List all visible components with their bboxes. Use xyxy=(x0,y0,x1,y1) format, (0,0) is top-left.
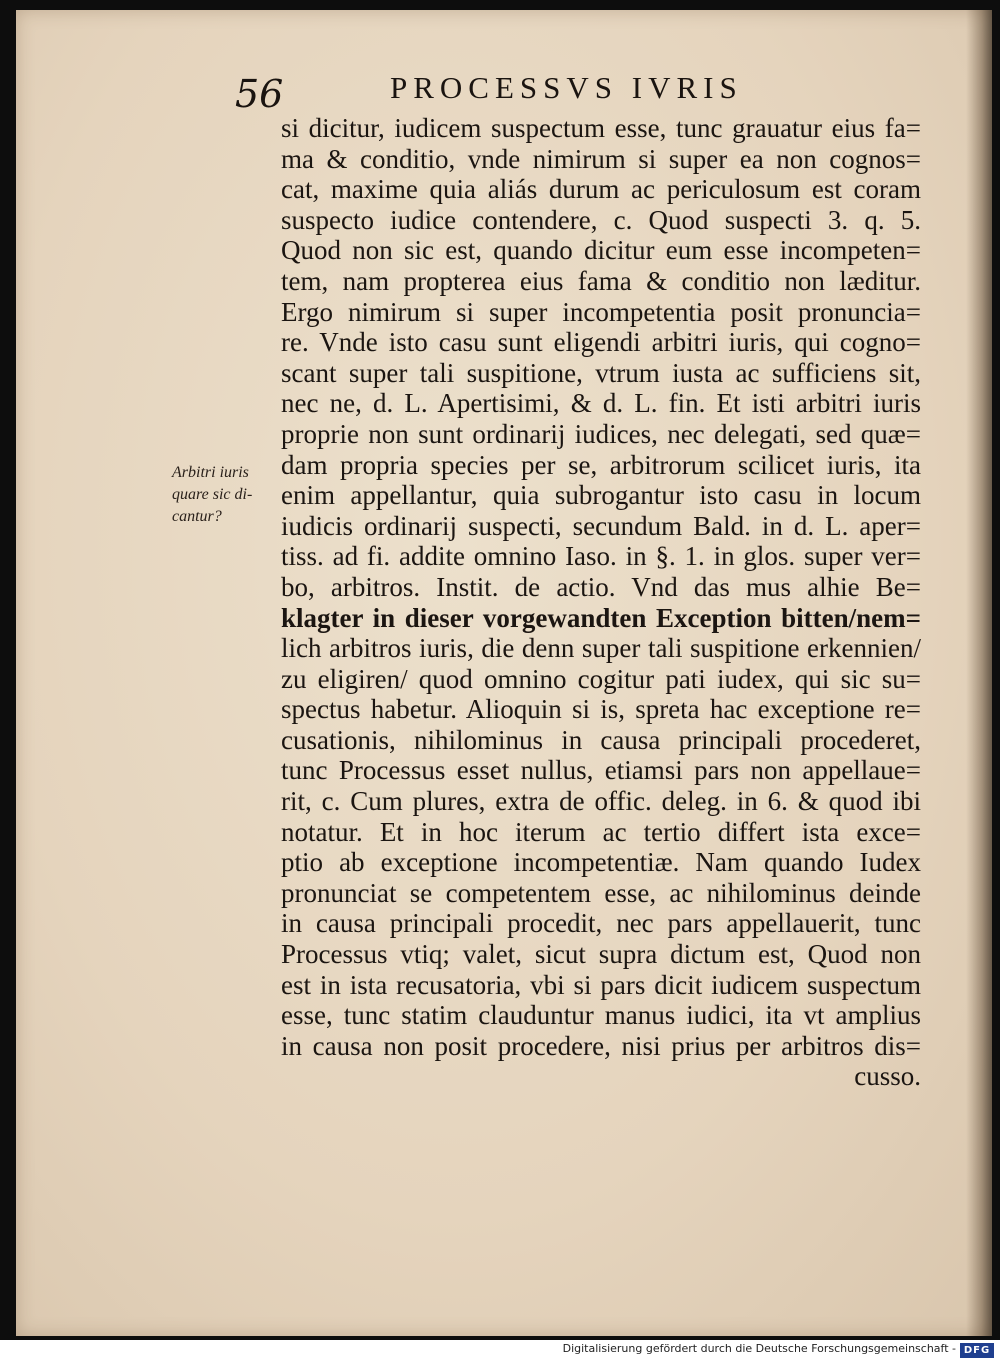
text-line: nec ne, d. L. Apertisimi, & d. L. fin. Et isti arbitri iuris xyxy=(281,388,921,419)
footer-bar xyxy=(0,1340,1000,1361)
text-line: rit, c. Cum plures, extra de offic. deleg. in 6. & quod ibi xyxy=(281,786,921,817)
funding-credit: Digitalisierung gefördert durch die Deutsche Forschungsgemeinschaft - xyxy=(562,1342,956,1355)
text-line: est in ista recusatoria, vbi si pars dicit iudicem suspectum xyxy=(281,969,921,1000)
text-line: klagter in dieser vorgewandten Exception bitten/nem= xyxy=(281,602,921,633)
body-text xyxy=(281,113,921,1092)
text-line: cat, maxime quia aliás durum ac periculosum est coram xyxy=(281,174,921,205)
page-edge-shadow xyxy=(966,10,992,1336)
text-line: enim appellantur, quia subrogantur isto casu in locum xyxy=(281,480,921,511)
text-line: suspecto iudice contendere, c. Quod suspecti 3. q. 5. xyxy=(281,204,921,235)
text-line: in causa principali procedit, nec pars appellauerit, tunc xyxy=(281,908,921,939)
text-line: re. Vnde isto casu sunt eligendi arbitri iuris, qui cogno= xyxy=(281,327,921,358)
text-line: dam propria species per se, arbitrorum scilicet iuris, ita xyxy=(281,449,921,480)
text-line: iudicis ordinarij suspecti, secundum Bald. in d. L. aper= xyxy=(281,510,921,541)
text-line: spectus habetur. Alioquin si is, spreta hac exceptione re= xyxy=(281,694,921,725)
text-line: scant super tali suspitione, vtrum iusta ac sufficiens sit, xyxy=(281,357,921,388)
margin-note xyxy=(172,462,282,528)
text-line: tunc Processus esset nullus, etiamsi pars non appellaue= xyxy=(281,755,921,786)
page-number: 56 xyxy=(235,72,284,116)
text-line: ptio ab exceptione incompetentiæ. Nam quando Iudex xyxy=(281,847,921,878)
text-line: tem, nam propterea eius fama & conditio non læditur. xyxy=(281,265,921,296)
text-line: ma & conditio, vnde nimirum si super ea non cognos= xyxy=(281,143,921,174)
text-line: proprie non sunt ordinarij iudices, nec delegati, sed quæ= xyxy=(281,418,921,449)
text-line: Ergo nimirum si super incompetentia posit pronuncia= xyxy=(281,296,921,327)
text-line: pronunciat se competentem esse, ac nihilominus deinde xyxy=(281,877,921,908)
text-line: cusso. xyxy=(854,1061,921,1092)
text-line: zu eligiren/ quod omnino cogitur pati iudex, qui sic su= xyxy=(281,663,921,694)
running-head: PROCESSVS IVRIS xyxy=(390,70,743,105)
text-line: si dicitur, iudicem suspectum esse, tunc grauatur eius fa= xyxy=(281,113,921,143)
margin-note-line: quare sic di- xyxy=(172,486,253,503)
text-line: cusationis, nihilominus in causa principali procederet, xyxy=(281,724,921,755)
text-line: in causa non posit procedere, nisi prius per arbitros dis= xyxy=(281,1030,921,1061)
text-line: tiss. ad fi. addite omnino Iaso. in §. 1. in glos. super ver= xyxy=(281,541,921,572)
dfg-logo: DFG xyxy=(960,1343,994,1358)
text-line: esse, tunc statim clauduntur manus iudici, ita vt amplius xyxy=(281,1000,921,1031)
text-line: lich arbitros iuris, die denn super tali suspitione erkennien/ xyxy=(281,633,921,664)
text-line: bo, arbitros. Instit. de actio. Vnd das mus alhie Be= xyxy=(281,571,921,602)
margin-note-line: Arbitri iuris xyxy=(172,464,249,481)
text-line: Quod non sic est, quando dicitur eum esse incompeten= xyxy=(281,235,921,266)
text-line: Processus vtiq; valet, sicut supra dictum est, Quod non xyxy=(281,939,921,970)
margin-note-line: cantur? xyxy=(172,508,222,525)
text-line: notatur. Et in hoc iterum ac tertio differt ista exce= xyxy=(281,816,921,847)
